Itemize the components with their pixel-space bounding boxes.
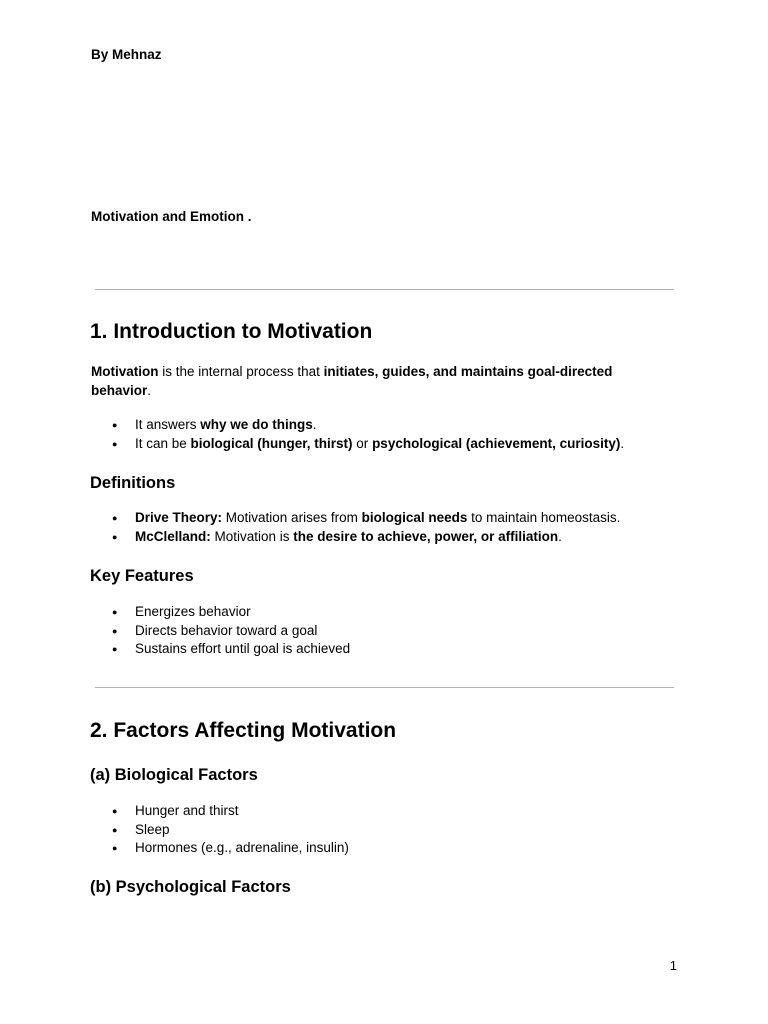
bullet-icon: ● — [112, 438, 118, 449]
intro-end: . — [147, 383, 152, 398]
key-features-heading: Key Features — [90, 567, 194, 585]
list-item: ● Hunger and thirst — [91, 802, 349, 821]
section-2-title: 2. Factors Affecting Motivation — [90, 719, 397, 742]
key-features-list — [91, 603, 350, 659]
page-number: 1 — [669, 958, 677, 973]
bullet-icon: ● — [112, 607, 118, 617]
divider — [95, 687, 674, 688]
author-line: By Mehnaz — [91, 47, 162, 62]
bullet-icon: ● — [112, 824, 118, 835]
list-item: ● It can be biological (hunger, thirst) or psychological (achievement, curiosity). — [91, 435, 624, 454]
biological-factors-list — [91, 802, 349, 858]
bullet-icon: ● — [112, 531, 118, 542]
list-item: ● It answers why we do things. — [91, 416, 624, 435]
bullet-icon: ● — [112, 644, 118, 655]
definitions-list — [91, 509, 620, 546]
biological-factors-heading: (a) Biological Factors — [90, 766, 258, 784]
intro-paragraph — [91, 362, 651, 400]
list-item: ● Drive Theory: Motivation arises from biological needs to maintain homeostasis. — [91, 509, 620, 528]
intro-text: is the internal process that — [158, 364, 324, 379]
bullet-icon: ● — [112, 513, 118, 523]
list-item: ● Energizes behavior — [91, 603, 350, 622]
bullet-icon: ● — [112, 843, 118, 854]
intro-bullet-list — [91, 416, 624, 453]
intro-bold: initiates, guides, and maintains goal-directed behavior — [91, 364, 613, 398]
list-item: ● Sustains effort until goal is achieved — [91, 640, 350, 659]
list-item: ● Directs behavior toward a goal — [91, 622, 350, 641]
intro-term: Motivation — [91, 364, 159, 379]
bullet-icon: ● — [112, 625, 118, 636]
subject-line: Motivation and Emotion . — [91, 209, 252, 224]
bullet-icon: ● — [112, 806, 118, 816]
divider — [95, 289, 674, 290]
definitions-heading: Definitions — [90, 474, 176, 492]
list-item: ● McClelland: Motivation is the desire to achieve, power, or affiliation. — [91, 528, 620, 547]
list-item: ● Sleep — [91, 821, 349, 840]
list-item: ● Hormones (e.g., adrenaline, insulin) — [91, 839, 349, 858]
psychological-factors-heading: (b) Psychological Factors — [90, 878, 291, 896]
section-1-title: 1. Introduction to Motivation — [90, 320, 373, 343]
bullet-icon: ● — [112, 420, 118, 430]
